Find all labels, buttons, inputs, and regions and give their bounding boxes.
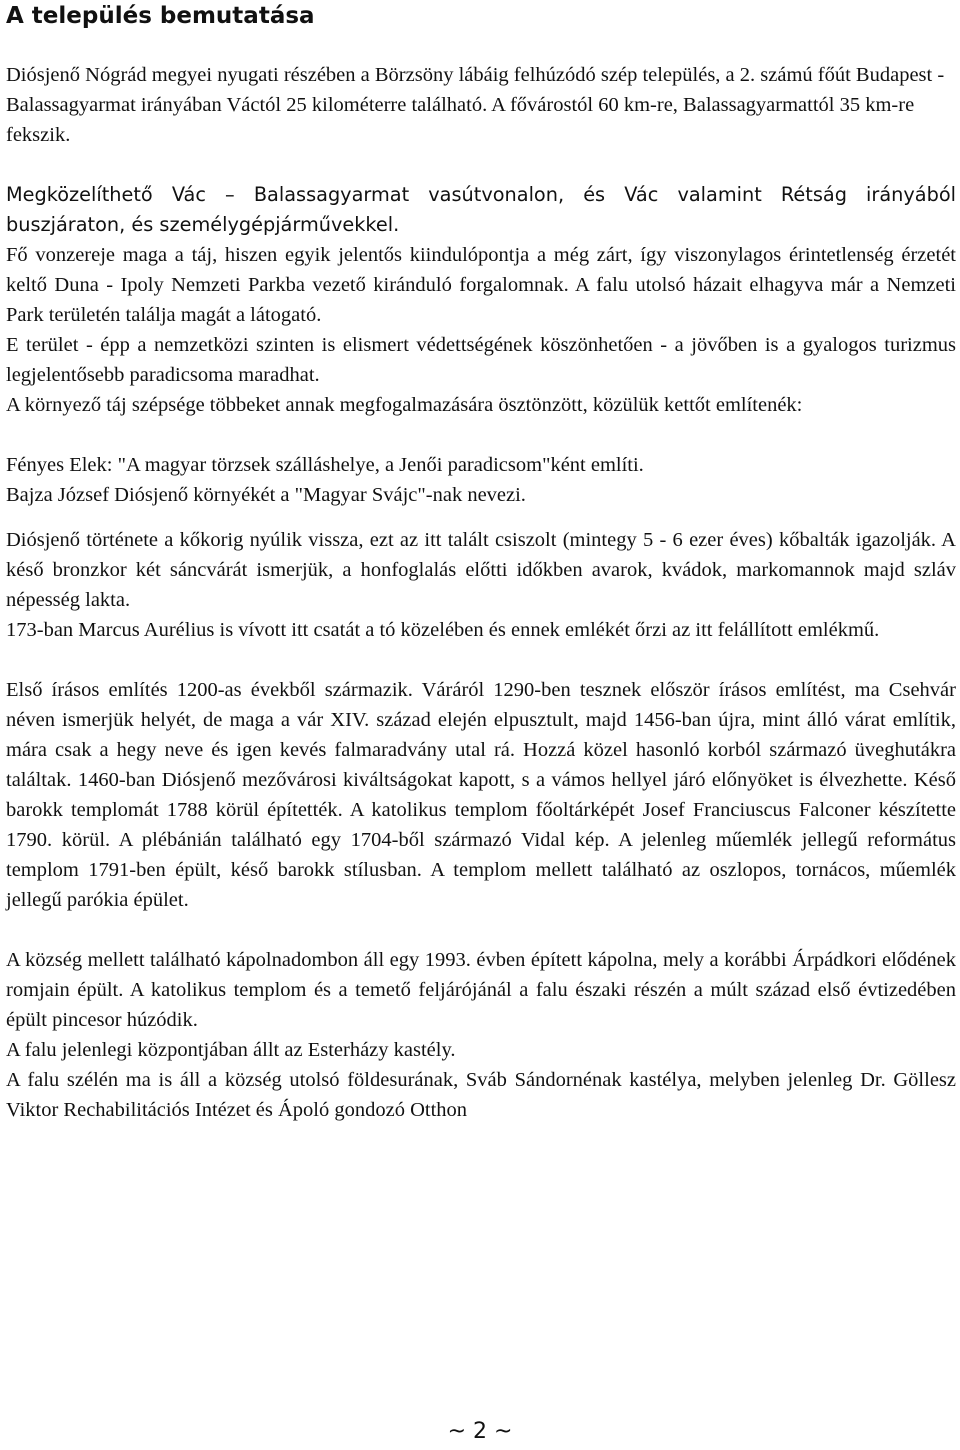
paragraph-gap bbox=[6, 915, 956, 945]
quote-bajza-jozsef: Bajza József Diósjenő környékét a "Magyar Svájc"-nak nevezi. bbox=[6, 484, 526, 506]
document-body bbox=[6, 60, 956, 1125]
paragraph-gap bbox=[6, 645, 956, 675]
paragraph-gap bbox=[6, 150, 956, 180]
page-title: A település bemutatása bbox=[6, 3, 315, 29]
paragraph-landscape: A környező táj szépsége többeket annak megfogalmazására ösztönzött, közülük kettőt említenék: bbox=[6, 394, 803, 416]
quote-fenyes-elek: Fényes Elek: "A magyar törzsek szálláshelye, a Jenői paradicsom"ként említi. bbox=[6, 454, 644, 476]
page-number: ~ 2 ~ bbox=[447, 1419, 513, 1444]
paragraph-attraction: Fő vonzereje maga a táj, hiszen egyik jelentős kiindulópontja a még zárt, így viszonylagos érintetlenség érzetét keltő Duna - Ipoly Nemzeti Parkba vezető kiránduló forgalomnak. A falu utolsó házait elhagyva már a Nemzeti Park területén találja magát a látogató. bbox=[6, 244, 956, 326]
paragraph-history: Diósjenő története a kőkorig nyúlik vissza, ezt az itt talált csiszolt (mintegy 5 - 6 ezer éves) kőbalták igazolják. A késő bronzkor két sáncvárát ismerjük, a honfoglalás előtti időkben avarok, kvádok, markomannok majd szláv népesség lakta. bbox=[6, 529, 956, 611]
paragraph-marcus-aurelius: 173-ban Marcus Aurélius is vívott itt csatát a tó közelében és ennek emlékét őrzi az itt felállított emlékmű. bbox=[6, 619, 880, 641]
paragraph-written-records: Első írásos említés 1200-as évekből származik. Váráról 1290-ben tesznek először írásos említést, ma Csehvár néven ismerjük helyét, de maga a vár XIV. század elején elpusztult, majd 1456-ban újra, mint álló várat említik, mára csak a hegy neve és igen kevés falmaradvány utal rá. Hozzá közel hasonló korból származó üveghutákra találtak. 1460-ban Diósjenő mezővárosi kiváltságokat kapott, s a vámos hellyel járó előnyöket is élvezhette. Késő barokk templomát 1788 körül építették. A katolikus templom főoltárképét Josef Franciuscus Falconer készítette 1790. körül. A plébánián található egy 1704-ből származó Vidal kép. A jelenleg műemlék jellegű református templom 1791-ben épült, késő barokk stílusban. A templom mellett található az oszlopos, tornácos, műemlék jellegű parókia épület. bbox=[6, 679, 956, 911]
paragraph-svab-castle: A falu szélén ma is áll a község utolsó földesurának, Sváb Sándornénak kastélya, melyben jelenleg Dr. Göllesz Viktor Rechabilitációs Intézet és Ápoló gondozó Otthon bbox=[6, 1069, 956, 1121]
paragraph-chapel: A község mellett található kápolnadombon áll egy 1993. évben épített kápolna, mely a korábbi Árpádkori elődének romjain épült. A katolikus templom és a temető feljárójánál a falu északi részén a múlt század első évtizedében épült pincesor húzódik. bbox=[6, 949, 956, 1031]
paragraph-location: Diósjenő Nógrád megyei nyugati részében a Börzsöny lábáig felhúzódó szép település, a 2. számú főút Budapest - Balassagyarmat irányában Váctól 25 kilométerre található. A fővárostól 60 km-re, Balassagyarmattól 35 km-re fekszik. bbox=[6, 64, 945, 146]
paragraph-access: Megközelíthető Vác – Balassagyarmat vasútvonalon, és Vác valamint Rétság irányából buszjáraton, és személygépjárművekkel. bbox=[6, 183, 956, 236]
paragraph-gap bbox=[6, 510, 956, 525]
paragraph-protection: E terület - épp a nemzetközi szinten is elismert védettségének köszönhetően - a jövőben is a gyalogos turizmus legjelentősebb paradicsoma maradhat. bbox=[6, 334, 956, 386]
paragraph-esterhazy: A falu jelenlegi központjában állt az Esterházy kastély. bbox=[6, 1039, 456, 1061]
paragraph-gap bbox=[6, 420, 956, 450]
